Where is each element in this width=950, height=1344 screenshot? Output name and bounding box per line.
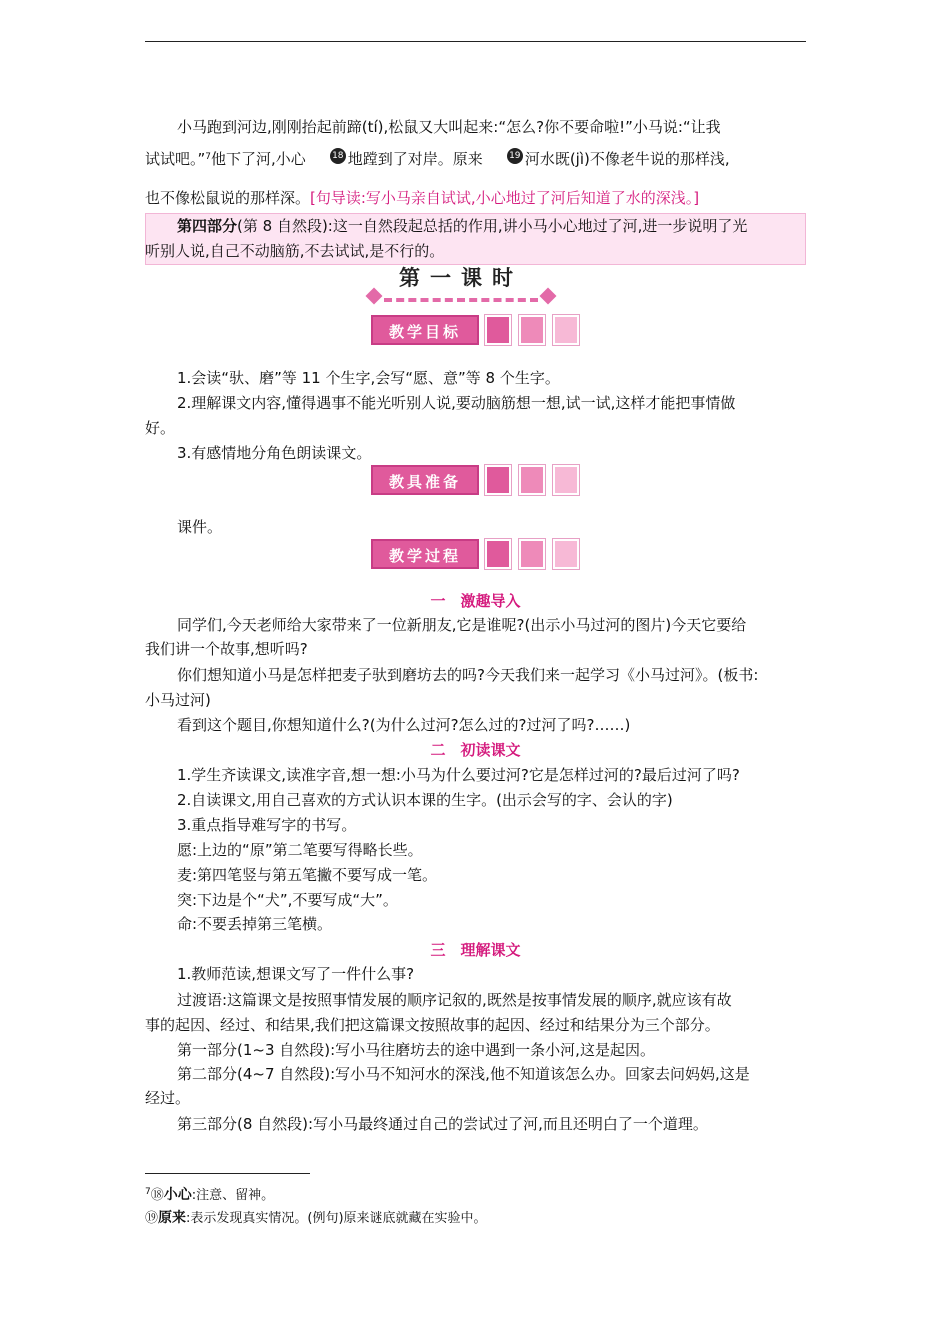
goal-2: 2.理解课文内容,懂得遇事不能光听别人说,要动脑筋想一想,试一试,这样才能把事情做 [177, 394, 736, 412]
footnote-18: $^7$⑱小心:注意、留神。 [145, 1187, 275, 1203]
sentence-guide: [句导读:写小马亲自试试,小心地过了河后知道了水的深浅。] [310, 189, 700, 207]
section-1-title: 一 激趣导入 [430, 592, 521, 610]
s2-line-2: 2.自读课文,用自己喜欢的方式认识本课的生字。(出示会写的字、会认的字) [177, 791, 673, 809]
s3-line-4: 第一部分(1~3 自然段):写小马往磨坊去的途中遇到一条小河,这是起因。 [177, 1041, 655, 1059]
goal-2-cont: 好。 [145, 419, 176, 437]
s2-line-7: 命:不要丢掉第三笔横。 [177, 915, 333, 933]
s2-line-1: 1.学生齐读课文,读准字音,想一想:小马为什么要过河?它是怎样过河的?最后过河了吗? [177, 766, 740, 784]
s3-line-3: 事的起因、经过、和结果,我们把这篇课文按照故事的起因、经过和结果分为三个部分。 [145, 1016, 720, 1034]
s1-line-3: 你们想知道小马是怎样把麦子驮到磨坊去的吗?今天我们来一起学习《小马过河》。(板书: [177, 666, 759, 684]
s2-line-5: 麦:第四笔竖与第五笔撇不要写成一笔。 [177, 866, 438, 884]
s3-line-7: 第三部分(8 自然段):写小马最终通过自己的尝试过了河,而且还明白了一个道理。 [177, 1115, 708, 1133]
footnote-19: ⑲原来:表示发现真实情况。(例句)原来谜底就藏在实验中。 [145, 1210, 487, 1226]
footnote-marker-19: 19 [507, 148, 523, 164]
s3-line-1: 1.教师范读,想课文写了一件什么事? [177, 965, 415, 983]
s1-line-5: 看到这个题目,你想知道什么?(为什么过河?怎么过的?过河了吗?……) [177, 716, 631, 734]
s3-line-2: 过渡语:这篇课文是按照事情发展的顺序记叙的,既然是按事情发展的顺序,就应该有故 [177, 991, 732, 1009]
s1-line-1: 同学们,今天老师给大家带来了一位新朋友,它是谁呢?(出示小马过河的图片)今天它要给 [177, 616, 747, 634]
section-2-title: 二 初读课文 [430, 741, 521, 759]
footnote-rule [145, 1173, 310, 1174]
part4-line-1: 第四部分(第 8 自然段):这一自然段起总括的作用,讲小马小心地过了河,进一步说明了光 [177, 217, 748, 235]
s2-line-3: 3.重点指导难写字的书写。 [177, 816, 357, 834]
lesson-title: 第一课时 [366, 262, 556, 308]
footnote-marker-18: 18 [330, 148, 346, 164]
goal-1: 1.会读“驮、磨”等 11 个生字,会写“愿、意”等 8 个生字。 [177, 369, 560, 387]
s3-line-6: 经过。 [145, 1089, 191, 1107]
s3-line-5: 第二部分(4~7 自然段):写小马不知河水的深浅,他不知道该怎么办。回家去问妈妈,这是 [177, 1065, 750, 1083]
intro-line-1: 小马跑到河边,刚刚抬起前蹄(tí),松鼠又大叫起来:“怎么?你不要命啦!”小马说:“让我 [177, 118, 721, 136]
top-rule [145, 41, 806, 42]
intro-line-3: 也不像松鼠说的那样深。[句导读:写小马亲自试试,小心地过了河后知道了水的深浅。] [145, 189, 700, 207]
s2-line-4: 愿:上边的“原”第二笔要写得略长些。 [177, 841, 423, 859]
section-3-title: 三 理解课文 [430, 941, 521, 959]
s2-line-6: 突:下边是个“犬”,不要写成“大”。 [177, 891, 398, 909]
title-dashed-line [384, 298, 538, 302]
part4-line-2: 听别人说,自己不动脑筋,不去试试,是不行的。 [145, 242, 445, 260]
s1-line-4: 小马过河) [145, 691, 211, 709]
s1-line-2: 我们讲一个故事,想听吗? [145, 640, 308, 658]
tools-text: 课件。 [177, 518, 223, 536]
goal-3: 3.有感情地分角色朗读课文。 [177, 444, 372, 462]
intro-line-2: 试试吧。”$^7$他下了河,小心 18 地蹚到了对岸。原来 19 河水既(jì)不像老牛说的那样浅, [145, 150, 730, 168]
